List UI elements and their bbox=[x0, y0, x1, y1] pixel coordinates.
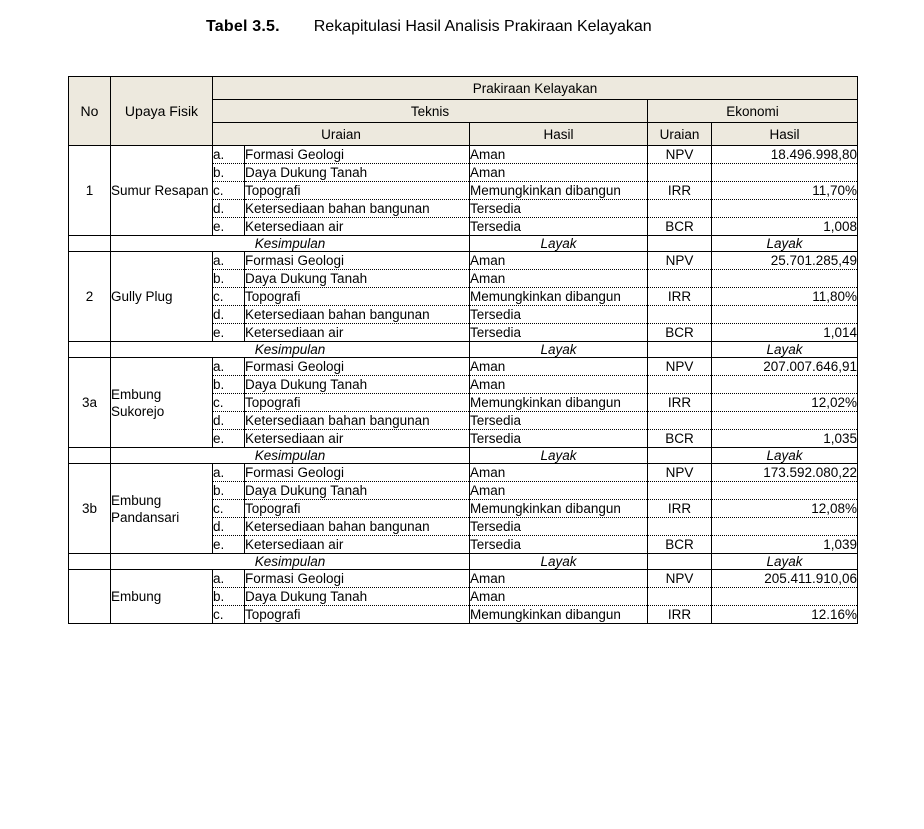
cell-kesimpulan-uraian-ekonomi bbox=[648, 554, 712, 570]
header-row-1 bbox=[69, 77, 858, 100]
cell-no bbox=[69, 570, 111, 624]
cell-uraian-ekonomi: NPV bbox=[648, 570, 712, 588]
cell-uraian-ekonomi bbox=[648, 588, 712, 606]
cell-upaya-fisik: Gully Plug bbox=[111, 252, 213, 342]
cell-kesimpulan-teknis: Layak bbox=[470, 554, 648, 570]
cell-uraian-teknis: Daya Dukung Tanah bbox=[245, 164, 470, 182]
cell-item-letter: a. bbox=[213, 464, 245, 482]
cell-uraian-teknis: Ketersediaan bahan bangunan bbox=[245, 412, 470, 430]
cell-uraian-teknis: Ketersediaan air bbox=[245, 536, 470, 554]
cell-no: 1 bbox=[69, 146, 111, 236]
cell-hasil-ekonomi: 207.007.646,91 bbox=[712, 358, 858, 376]
cell-hasil-ekonomi bbox=[712, 306, 858, 324]
cell-item-letter: c. bbox=[213, 500, 245, 518]
cell-item-letter: e. bbox=[213, 218, 245, 236]
cell-uraian-teknis: Formasi Geologi bbox=[245, 464, 470, 482]
cell-no: 2 bbox=[69, 252, 111, 342]
cell-uraian-ekonomi: IRR bbox=[648, 394, 712, 412]
cell-hasil-teknis: Tersedia bbox=[470, 536, 648, 554]
cell-upaya-fisik: Embung Pandansari bbox=[111, 464, 213, 554]
cell-uraian-teknis: Ketersediaan air bbox=[245, 430, 470, 448]
cell-kesimpulan-label: Kesimpulan bbox=[111, 554, 470, 570]
cell-hasil-ekonomi bbox=[712, 270, 858, 288]
cell-item-letter: d. bbox=[213, 200, 245, 218]
cell-item-letter: d. bbox=[213, 412, 245, 430]
cell-item-letter: e. bbox=[213, 430, 245, 448]
cell-uraian-ekonomi bbox=[648, 412, 712, 430]
cell-hasil-teknis: Aman bbox=[470, 252, 648, 270]
table-caption bbox=[206, 17, 652, 37]
cell-uraian-ekonomi bbox=[648, 164, 712, 182]
cell-item-letter: b. bbox=[213, 270, 245, 288]
cell-item-letter: e. bbox=[213, 536, 245, 554]
cell-hasil-teknis: Aman bbox=[470, 358, 648, 376]
cell-hasil-ekonomi: 1,014 bbox=[712, 324, 858, 342]
cell-uraian-ekonomi bbox=[648, 376, 712, 394]
cell-uraian-teknis: Ketersediaan air bbox=[245, 324, 470, 342]
cell-uraian-ekonomi bbox=[648, 482, 712, 500]
cell-item-letter: b. bbox=[213, 164, 245, 182]
table-header bbox=[69, 77, 858, 146]
kesimpulan-row bbox=[69, 554, 858, 570]
cell-hasil-ekonomi: 11,70% bbox=[712, 182, 858, 200]
cell-kesimpulan-ekonomi: Layak bbox=[712, 448, 858, 464]
cell-hasil-ekonomi: 11,80% bbox=[712, 288, 858, 306]
cell-hasil-teknis: Aman bbox=[470, 146, 648, 164]
cell-hasil-teknis: Aman bbox=[470, 270, 648, 288]
header-prakiraan-kelayakan: Prakiraan Kelayakan bbox=[213, 77, 858, 100]
cell-hasil-ekonomi bbox=[712, 412, 858, 430]
cell-uraian-teknis: Topografi bbox=[245, 606, 470, 624]
cell-hasil-ekonomi bbox=[712, 588, 858, 606]
cell-hasil-teknis: Aman bbox=[470, 164, 648, 182]
table-row bbox=[69, 464, 858, 482]
cell-hasil-teknis: Tersedia bbox=[470, 518, 648, 536]
kesimpulan-row bbox=[69, 448, 858, 464]
cell-hasil-ekonomi: 18.496.998,80 bbox=[712, 146, 858, 164]
cell-item-letter: a. bbox=[213, 252, 245, 270]
cell-uraian-ekonomi: IRR bbox=[648, 500, 712, 518]
cell-kesimpulan-label: Kesimpulan bbox=[111, 236, 470, 252]
cell-item-letter: e. bbox=[213, 324, 245, 342]
table-row bbox=[69, 570, 858, 588]
cell-hasil-ekonomi: 12.16% bbox=[712, 606, 858, 624]
cell-uraian-teknis: Ketersediaan bahan bangunan bbox=[245, 200, 470, 218]
header-upaya-fisik: Upaya Fisik bbox=[111, 77, 213, 146]
cell-upaya-fisik: Sumur Resapan bbox=[111, 146, 213, 236]
cell-hasil-teknis: Memungkinkan dibangun bbox=[470, 288, 648, 306]
cell-hasil-ekonomi: 173.592.080,22 bbox=[712, 464, 858, 482]
cell-hasil-ekonomi: 1,008 bbox=[712, 218, 858, 236]
header-hasil-ekonomi: Hasil bbox=[712, 123, 858, 146]
cell-no: 3a bbox=[69, 358, 111, 448]
kesimpulan-row bbox=[69, 236, 858, 252]
cell-hasil-teknis: Tersedia bbox=[470, 324, 648, 342]
cell-hasil-ekonomi: 205.411.910,06 bbox=[712, 570, 858, 588]
cell-hasil-teknis: Memungkinkan dibangun bbox=[470, 182, 648, 200]
cell-hasil-ekonomi: 12,02% bbox=[712, 394, 858, 412]
cell-uraian-ekonomi: NPV bbox=[648, 358, 712, 376]
cell-item-letter: a. bbox=[213, 358, 245, 376]
cell-hasil-ekonomi bbox=[712, 518, 858, 536]
cell-upaya-fisik: Embung bbox=[111, 570, 213, 624]
cell-kesimpulan-uraian-ekonomi bbox=[648, 236, 712, 252]
cell-uraian-ekonomi: IRR bbox=[648, 182, 712, 200]
cell-hasil-teknis: Aman bbox=[470, 376, 648, 394]
cell-uraian-ekonomi: NPV bbox=[648, 146, 712, 164]
cell-hasil-teknis: Aman bbox=[470, 464, 648, 482]
cell-uraian-teknis: Topografi bbox=[245, 394, 470, 412]
cell-kesimpulan-label: Kesimpulan bbox=[111, 448, 470, 464]
cell-uraian-teknis: Ketersediaan bahan bangunan bbox=[245, 518, 470, 536]
cell-hasil-teknis: Aman bbox=[470, 570, 648, 588]
cell-uraian-ekonomi: IRR bbox=[648, 606, 712, 624]
cell-item-letter: b. bbox=[213, 482, 245, 500]
cell-uraian-teknis: Topografi bbox=[245, 182, 470, 200]
cell-hasil-ekonomi bbox=[712, 200, 858, 218]
cell-item-letter: c. bbox=[213, 288, 245, 306]
cell-hasil-ekonomi bbox=[712, 164, 858, 182]
cell-hasil-teknis: Tersedia bbox=[470, 218, 648, 236]
table-body bbox=[69, 146, 858, 624]
cell-kesimpulan-label: Kesimpulan bbox=[111, 342, 470, 358]
cell-kesimpulan-uraian-ekonomi bbox=[648, 448, 712, 464]
rekapitulasi-table bbox=[68, 76, 858, 624]
cell-uraian-ekonomi: NPV bbox=[648, 464, 712, 482]
table-caption-label: Tabel 3.5. bbox=[206, 18, 280, 35]
cell-hasil-teknis: Aman bbox=[470, 588, 648, 606]
header-teknis: Teknis bbox=[213, 100, 648, 123]
cell-uraian-ekonomi: BCR bbox=[648, 218, 712, 236]
cell-uraian-teknis: Ketersediaan bahan bangunan bbox=[245, 306, 470, 324]
cell-hasil-teknis: Tersedia bbox=[470, 430, 648, 448]
cell-item-letter: a. bbox=[213, 570, 245, 588]
cell-no: 3b bbox=[69, 464, 111, 554]
cell-item-letter: c. bbox=[213, 394, 245, 412]
table-container bbox=[68, 76, 857, 624]
cell-uraian-teknis: Formasi Geologi bbox=[245, 252, 470, 270]
cell-uraian-teknis: Topografi bbox=[245, 500, 470, 518]
cell-kesimpulan-teknis: Layak bbox=[470, 236, 648, 252]
cell-hasil-ekonomi bbox=[712, 376, 858, 394]
cell-uraian-teknis: Ketersediaan air bbox=[245, 218, 470, 236]
header-uraian-teknis: Uraian bbox=[213, 123, 470, 146]
header-hasil-teknis: Hasil bbox=[470, 123, 648, 146]
header-no: No bbox=[69, 77, 111, 146]
cell-uraian-ekonomi: BCR bbox=[648, 430, 712, 448]
cell-hasil-teknis: Aman bbox=[470, 482, 648, 500]
cell-kesimpulan-ekonomi: Layak bbox=[712, 236, 858, 252]
header-ekonomi: Ekonomi bbox=[648, 100, 858, 123]
cell-item-letter: d. bbox=[213, 306, 245, 324]
cell-uraian-teknis: Daya Dukung Tanah bbox=[245, 482, 470, 500]
cell-hasil-teknis: Tersedia bbox=[470, 412, 648, 430]
cell-uraian-teknis: Formasi Geologi bbox=[245, 146, 470, 164]
cell-uraian-teknis: Daya Dukung Tanah bbox=[245, 270, 470, 288]
cell-hasil-ekonomi: 25.701.285,49 bbox=[712, 252, 858, 270]
cell-upaya-fisik: Embung Sukorejo bbox=[111, 358, 213, 448]
cell-kesimpulan-ekonomi: Layak bbox=[712, 554, 858, 570]
cell-uraian-ekonomi: BCR bbox=[648, 324, 712, 342]
cell-no-empty bbox=[69, 448, 111, 464]
cell-uraian-teknis: Daya Dukung Tanah bbox=[245, 588, 470, 606]
cell-kesimpulan-teknis: Layak bbox=[470, 448, 648, 464]
cell-hasil-ekonomi: 12,08% bbox=[712, 500, 858, 518]
cell-hasil-teknis: Memungkinkan dibangun bbox=[470, 394, 648, 412]
cell-uraian-ekonomi: IRR bbox=[648, 288, 712, 306]
cell-uraian-teknis: Formasi Geologi bbox=[245, 570, 470, 588]
cell-uraian-ekonomi bbox=[648, 306, 712, 324]
cell-kesimpulan-uraian-ekonomi bbox=[648, 342, 712, 358]
table-caption-title: Rekapitulasi Hasil Analisis Prakiraan Kelayakan bbox=[313, 18, 652, 35]
cell-uraian-teknis: Topografi bbox=[245, 288, 470, 306]
cell-hasil-ekonomi: 1,035 bbox=[712, 430, 858, 448]
table-row bbox=[69, 252, 858, 270]
table-row bbox=[69, 146, 858, 164]
cell-hasil-ekonomi: 1,039 bbox=[712, 536, 858, 554]
cell-no-empty bbox=[69, 342, 111, 358]
cell-uraian-ekonomi bbox=[648, 200, 712, 218]
cell-uraian-teknis: Formasi Geologi bbox=[245, 358, 470, 376]
cell-item-letter: b. bbox=[213, 588, 245, 606]
cell-kesimpulan-ekonomi: Layak bbox=[712, 342, 858, 358]
cell-uraian-ekonomi bbox=[648, 270, 712, 288]
cell-uraian-ekonomi bbox=[648, 518, 712, 536]
cell-item-letter: a. bbox=[213, 146, 245, 164]
header-uraian-ekonomi: Uraian bbox=[648, 123, 712, 146]
cell-no-empty bbox=[69, 554, 111, 570]
cell-no-empty bbox=[69, 236, 111, 252]
cell-item-letter: c. bbox=[213, 182, 245, 200]
cell-uraian-teknis: Daya Dukung Tanah bbox=[245, 376, 470, 394]
cell-kesimpulan-teknis: Layak bbox=[470, 342, 648, 358]
cell-uraian-ekonomi: BCR bbox=[648, 536, 712, 554]
cell-hasil-teknis: Tersedia bbox=[470, 200, 648, 218]
cell-item-letter: d. bbox=[213, 518, 245, 536]
cell-hasil-teknis: Memungkinkan dibangun bbox=[470, 606, 648, 624]
cell-uraian-ekonomi: NPV bbox=[648, 252, 712, 270]
cell-hasil-teknis: Memungkinkan dibangun bbox=[470, 500, 648, 518]
cell-item-letter: b. bbox=[213, 376, 245, 394]
cell-hasil-ekonomi bbox=[712, 482, 858, 500]
cell-hasil-teknis: Tersedia bbox=[470, 306, 648, 324]
kesimpulan-row bbox=[69, 342, 858, 358]
table-row bbox=[69, 358, 858, 376]
cell-item-letter: c. bbox=[213, 606, 245, 624]
